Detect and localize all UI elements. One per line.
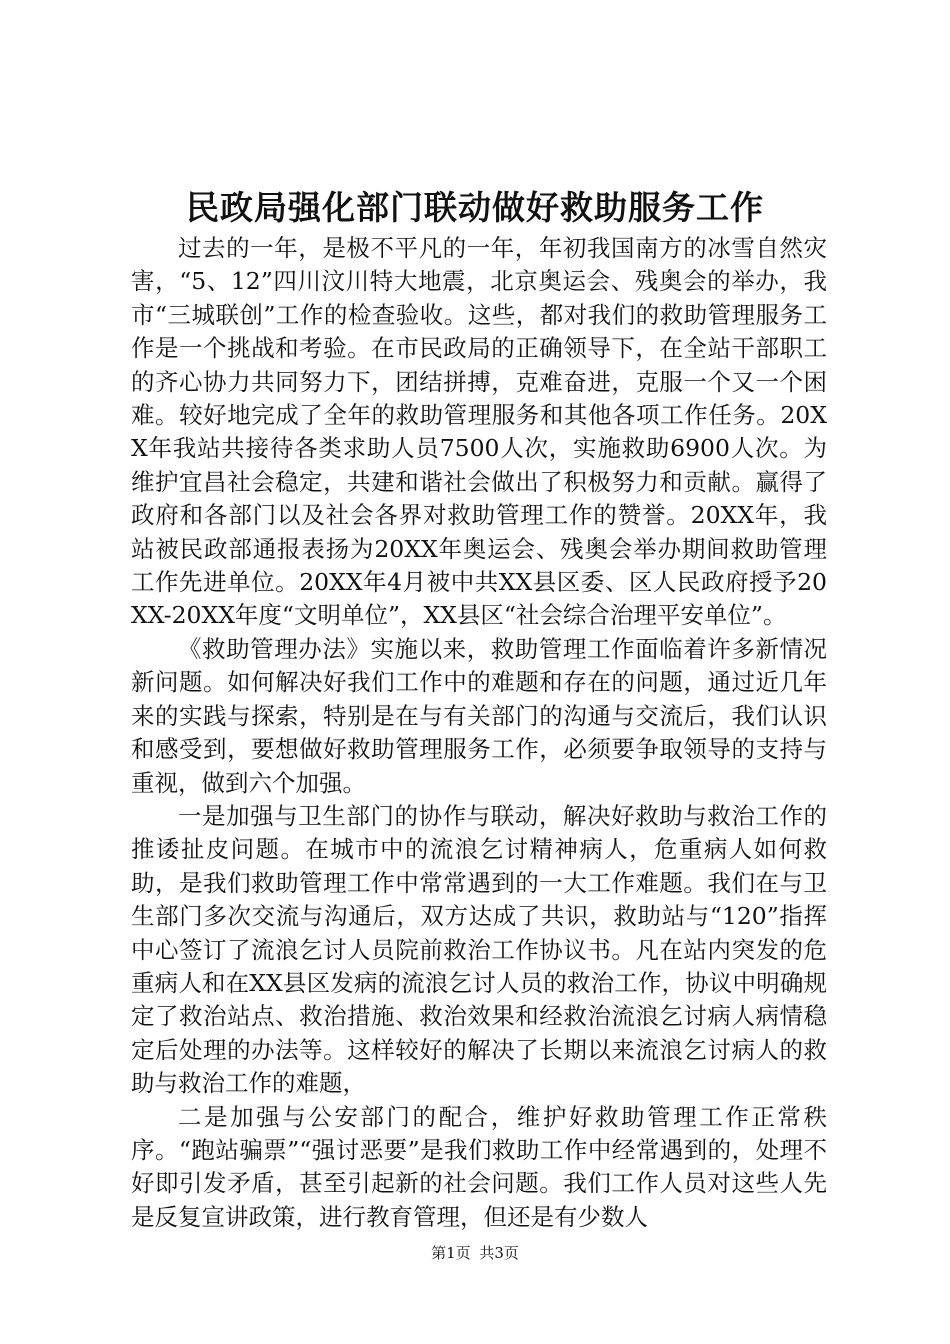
page-number: 第1页 (431, 1244, 471, 1262)
page-total: 共3页 (479, 1244, 519, 1262)
paragraph-4: 二是加强与公安部门的配合，维护好救助管理工作正常秩序。“跑站骗票”“强讨恶要”是我们救助工作中经常遇到的，处理不好即引发矛盾，甚至引起新的社会问题。我们工作人员对这些人先是反复宣讲政策，进行教育管理，但还是有少数人 (131, 1102, 827, 1231)
page-footer (0, 1243, 950, 1263)
paragraph-2: 《救助管理办法》实施以来，救助管理工作面临着许多新情况新问题。如何解决好我们工作中的难题和存在的问题，通过近几年来的实践与探索，特别是在与有关部门的沟通与交流后，我们认识和感受到，要想做好救助管理服务工作，必须要争取领导的支持与重视，做到六个加强。 (131, 634, 827, 797)
document-body (131, 232, 827, 1234)
paragraph-3: 一是加强与卫生部门的协作与联动，解决好救助与救治工作的推诿扯皮问题。在城市中的流浪乞讨精神病人，危重病人如何救助，是我们救助管理工作中常常遇到的一大工作难题。我们在与卫生部门多次交流与沟通后，双方达成了共识，救助站与“120”指挥中心签订了流浪乞讨人员院前救治工作协议书。凡在站内突发的危重病人和在XX县区发病的流浪乞讨人员的救治工作，协议中明确规定了救治站点、救治措施、救治效果和经救治流浪乞讨病人病情稳定后处理的办法等。这样较好的解决了长期以来流浪乞讨病人的救助与救治工作的难题， (131, 801, 827, 1098)
paragraph-1: 过去的一年，是极不平凡的一年，年初我国南方的冰雪自然灾害，“5、12”四川汶川特大地震，北京奥运会、残奥会的举办，我市“三城联创”工作的检查验收。这些，都对我们的救助管理服务工作是一个挑战和考验。在市民政局的正确领导下，在全站干部职工的齐心协力共同努力下，团结拼搏，克难奋进，克服一个又一个困难。较好地完成了全年的救助管理服务和其他各项工作任务。20XX年我站共接待各类求助人员7500人次，实施救助6900人次。为维护宜昌社会稳定，共建和谐社会做出了积极努力和贡献。赢得了政府和各部门以及社会各界对救助管理工作的赞誉。20XX年，我站被民政部通报表扬为20XX年奥运会、残奥会举办期间救助管理工作先进单位。20XX年4月被中共XX县区委、区人民政府授予20XX-20XX年度“文明单位”，XX县区“社会综合治理平安单位”。 (131, 234, 827, 630)
document-title: 民政局强化部门联动做好救助服务工作 (186, 188, 764, 227)
